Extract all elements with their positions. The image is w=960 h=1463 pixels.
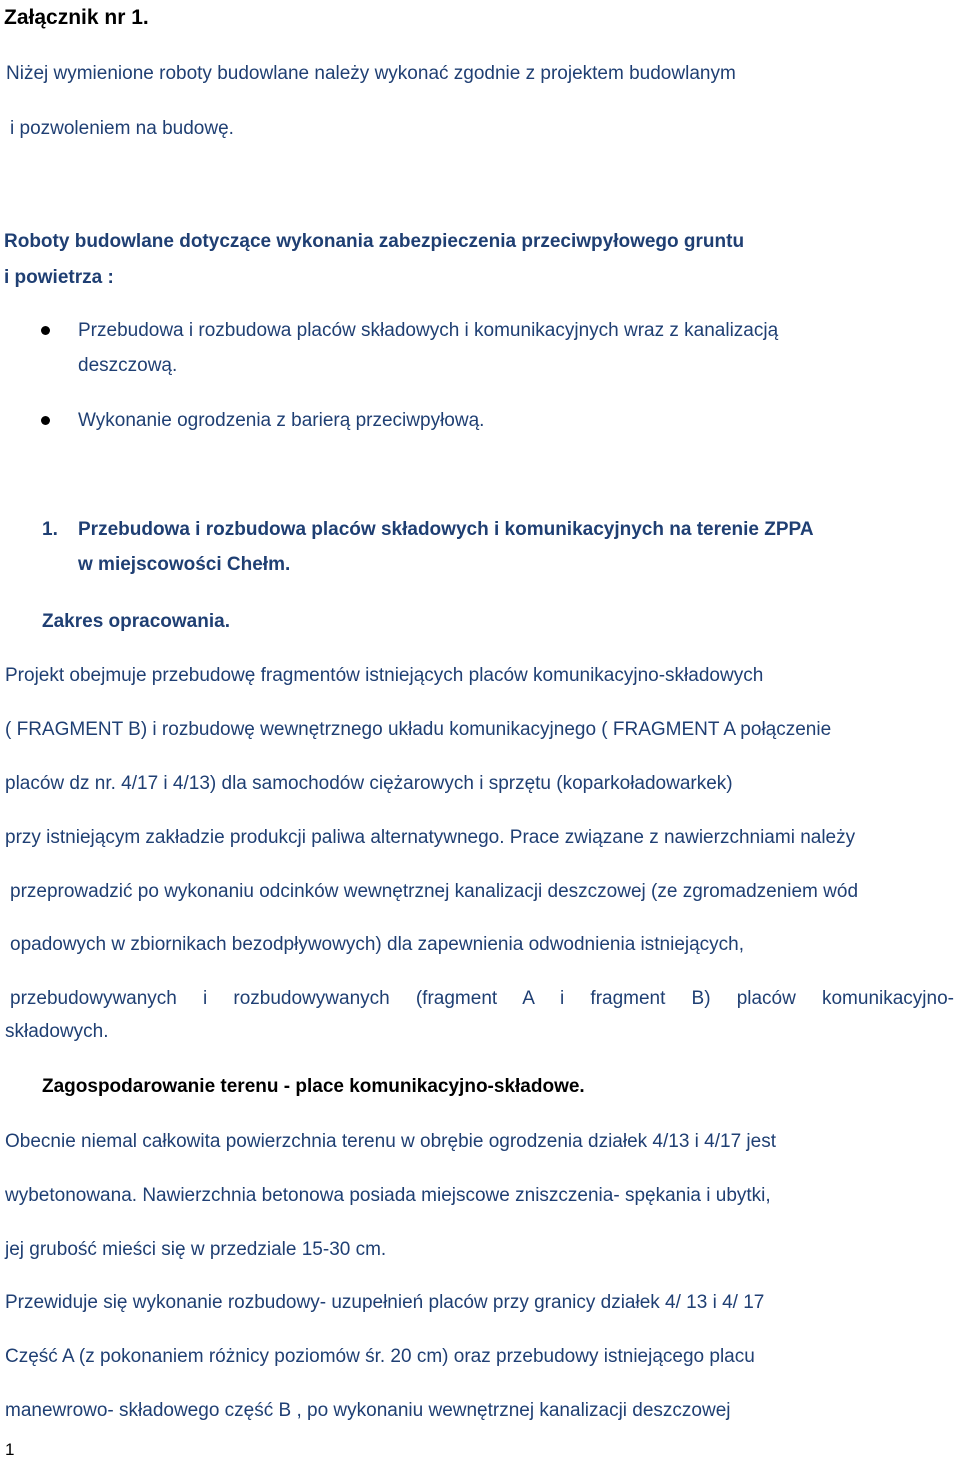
paragraph2-line-6: manewrowo- składowego część B , po wykonaniu wewnętrznej kanalizacji deszczowej xyxy=(5,1400,731,1421)
paragraph1-line-1: Projekt obejmuje przebudowę fragmentów istniejących placów komunikacyjno-składowych xyxy=(5,665,764,686)
paragraph2-line-4: Przewiduje się wykonanie rozbudowy- uzupełnień placów przy granicy działek 4/ 13 i 4/ 17 xyxy=(5,1292,765,1313)
zagospodarowanie-heading: Zagospodarowanie terenu - place komunikacyjno-składowe. xyxy=(42,1076,585,1097)
paragraph1-line-8: składowych. xyxy=(5,1021,109,1042)
paragraph2-line-1: Obecnie niemal całkowita powierzchnia terenu w obrębie ogrodzenia działek 4/13 i 4/17 jest xyxy=(5,1131,777,1152)
numbered-item-line-1: Przebudowa i rozbudowa placów składowych i komunikacyjnych na terenie ZPPA xyxy=(78,519,814,540)
paragraph2-line-2: wybetonowana. Nawierzchnia betonowa posiada miejscowe zniszczenia- spękania i ubytki, xyxy=(5,1185,771,1206)
numbered-item-number: 1. xyxy=(42,519,58,540)
paragraph1-line-6: opadowych w zbiornikach bezodpływowych) dla zapewnienia odwodnienia istniejących, xyxy=(10,934,745,955)
bullet-item-1-line-1: Przebudowa i rozbudowa placów składowych i komunikacyjnych wraz z kanalizacją xyxy=(78,320,779,341)
document-title: Załącznik nr 1. xyxy=(4,6,149,29)
section-heading-line-1: Roboty budowlane dotyczące wykonania zabezpieczenia przeciwpyłowego gruntu xyxy=(4,231,745,252)
bullet-item-2-line-1: Wykonanie ogrodzenia z barierą przeciwpyłową. xyxy=(78,410,485,431)
paragraph1-line-7: przebudowywanych i rozbudowywanych (fragment A i fragment B) placów komunikacyjno- xyxy=(10,988,954,1009)
intro-line-2: i pozwoleniem na budowę. xyxy=(10,118,234,139)
numbered-item-line-2: w miejscowości Chełm. xyxy=(78,554,291,575)
paragraph1-line-5: przeprowadzić po wykonaniu odcinków wewnętrznej kanalizacji deszczowej (ze zgromadzeniem wód xyxy=(10,881,859,902)
bullet-dot-icon xyxy=(41,416,50,425)
paragraph1-line-2: ( FRAGMENT B) i rozbudowę wewnętrznego układu komunikacyjnego ( FRAGMENT A połączenie xyxy=(5,719,832,740)
paragraph1-line-4: przy istniejącym zakładzie produkcji paliwa alternatywnego. Prace związane z nawierzchniami należy xyxy=(5,827,856,848)
paragraph2-line-5: Część A (z pokonaniem różnicy poziomów śr. 20 cm) oraz przebudowy istniejącego placu xyxy=(5,1346,755,1367)
section-heading-line-2: i powietrza : xyxy=(4,267,114,288)
bullet-item-1-line-2: deszczową. xyxy=(78,355,178,376)
paragraph2-line-3: jej grubość mieści się w przedziale 15-30 cm. xyxy=(5,1239,387,1260)
bullet-dot-icon xyxy=(41,326,50,335)
zakres-heading: Zakres opracowania. xyxy=(42,611,230,632)
paragraph1-line-3: placów dz nr. 4/17 i 4/13) dla samochodów ciężarowych i sprzętu (koparkoładowarkek) xyxy=(5,773,733,794)
intro-line-1: Niżej wymienione roboty budowlane należy wykonać zgodnie z projektem budowlanym xyxy=(6,63,736,84)
page-number: 1 xyxy=(5,1440,15,1459)
